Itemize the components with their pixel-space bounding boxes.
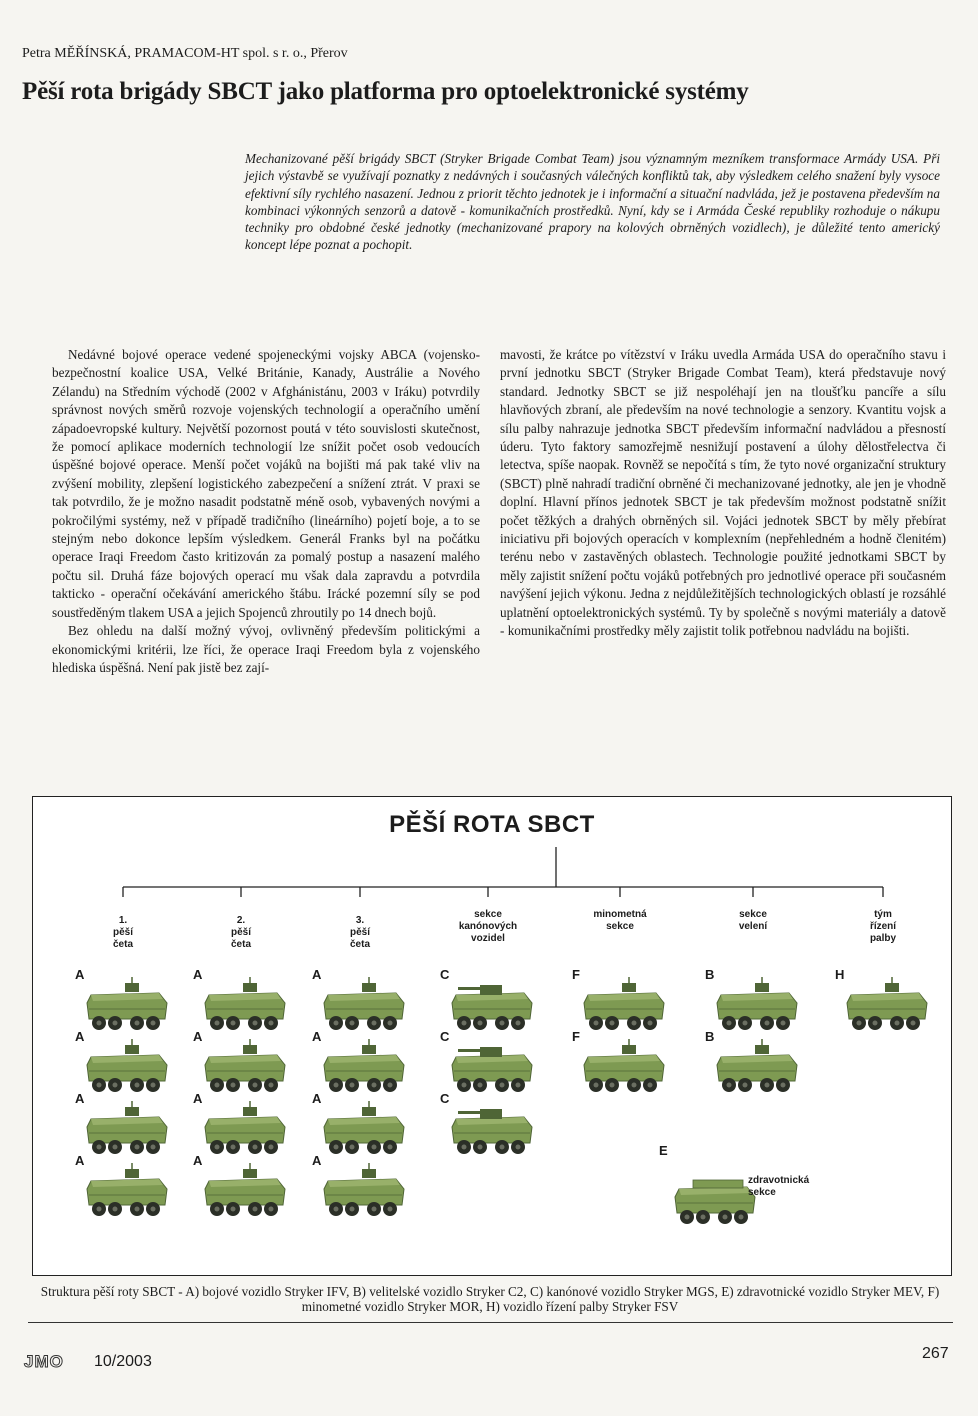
unit-label: 1. pěší četa xyxy=(112,915,133,950)
stryker-vehicle-icon xyxy=(582,973,666,1035)
vehicle-type-letter: E xyxy=(659,1143,668,1158)
vehicle-type-letter: A xyxy=(75,1029,85,1044)
vehicle-type-letter: A xyxy=(75,1091,85,1106)
journal-logo: JMO xyxy=(24,1352,64,1371)
vehicle-type-letter: A xyxy=(193,1153,203,1168)
article-title: Pěší rota brigády SBCT jako platforma pro optoelektronické systémy xyxy=(22,78,749,105)
stryker-vehicle-icon xyxy=(322,1097,406,1159)
vehicle-type-letter: A xyxy=(312,1153,322,1168)
vehicle-type-letter: B xyxy=(705,1029,715,1044)
issue-number: 10/2003 xyxy=(94,1353,152,1370)
unit-label: tým řízení palby xyxy=(869,909,897,944)
org-chart-figure xyxy=(32,796,952,1276)
vehicle-type-letter: A xyxy=(75,1153,85,1168)
figure-caption: Struktura pěší roty SBCT - A) bojové vozidlo Stryker IFV, B) velitelské vozidlo Stryker C2, C) kanónové vozidlo Stryker MGS, E) zdravotnické vozidlo Stryker MEV, F) minometné vozidlo Stryker MOR, H) vozidlo řízení palby Stryker FSV xyxy=(40,1284,940,1314)
body-paragraph: Nedávné bojové operace vedené spojeneckými vojsky ABCA (vojensko-bezpečnostní koalice USA, Velké Británie, Kanady, Austrálie a Nového Zélandu) na Středním východě (2002 v Afghánistánu, 2003 v Iráku) potvrdily správnost nových směrů rozvoje vojenských technologií a operačního umění západoevropské kultury. Největší pozornost poutá v této souvislosti skutečnost, že pomocí aplikace moderních technologií lze snížit počet osob vedoucích úspěšné bojové operace. Menší počet vojáků na bojišti má pak také vliv na zvýšení mobility, zlepšení logistického zabezpečení a snížení ztrát. V praxi se tak potvrdilo, že je možno nasadit podstatně méně osob, vybavených novými a pokročilými systémy, než v případě tradičního (lineárního) pojetí boje, a to se stejným nebo dokonce lepším výsledkem. Generál Franks byl na počátku operace Iraqi Freedom často kritizován za pomalý postup a nasazení malého počtu sil. Druhá fáze bojových operací mu však dala zapravdu a potvrdila takticko - operační očekávání amerického štábu. Irácké pozemní síly se pod soustředěným tlakem USA a jejich Spojenců zhroutily po 14 dnech bojů. xyxy=(52,347,480,620)
stryker-vehicle-icon xyxy=(322,973,406,1035)
page-number: 267 xyxy=(922,1345,949,1362)
article-abstract: Mechanizované pěší brigády SBCT (Stryker Brigade Combat Team) jsou významným mezníkem transformace Armády USA. Při jejich výstavbě se využívají poznatky z nedávných i současných válečných konfliktů tak, aby výsledkem celého snažení byly vysoce efektivní síly rychlého nasazení. Jednou z priorit těchto jednotek je i informační a situační nadvláda, jež je postavena především na kombinaci výkonných senzorů a datově - komunikačních prostředků. Nyní, kdy se i Armáda České republiky rozhoduje o nákupu techniky pro obdobné české jednotky (mechanizované prapory na kolových obrněných vozidlech), je důležité tento americký koncept lépe poznat a pochopit. xyxy=(245,151,940,253)
stryker-vehicle-icon xyxy=(203,1159,287,1221)
stryker-vehicle-icon xyxy=(85,1035,169,1097)
stryker-vehicle-icon xyxy=(450,1097,534,1159)
vehicle-type-letter: A xyxy=(193,1091,203,1106)
stryker-vehicle-icon xyxy=(450,1035,534,1097)
vehicle-type-letter: A xyxy=(193,1029,203,1044)
stryker-vehicle-icon xyxy=(85,1097,169,1159)
stryker-vehicle-icon xyxy=(203,973,287,1035)
stryker-vehicle-icon xyxy=(673,1167,757,1229)
unit-label: sekce kanónových vozidel xyxy=(458,909,518,944)
stryker-vehicle-icon xyxy=(322,1159,406,1221)
stryker-vehicle-icon xyxy=(715,1035,799,1097)
vehicle-type-letter: A xyxy=(193,967,203,982)
body-column-left xyxy=(52,346,480,677)
stryker-vehicle-icon xyxy=(203,1097,287,1159)
body-paragraph: mavosti, že krátce po vítězství v Iráku uvedla Armáda USA do operačního stavu i první jednotku SBCT (Stryker Brigade Combat Team), která představuje nový standard. Jednotky SBCT se již nespoléhají jen na tloušťku pancíře a sílu hlavňových zbraní, ale především na nové technologie a senzory. Kvantitu vojsk a sílu palby nahrazuje jednotka SBCT především informační nadvládou a přesností úderu. Tyto faktory samozřejmě nesnižují postavení a úlohy dělostřelectva či letectva, spíše naopak. Rovněž se nepočítá s tím, že tyto nové organizační struktury (SBCT) plně nahradí tradiční obrněné či mechanizované jednotky, ale jen je vhodně doplní. Hlavní přínos jednotek SBCT je tak především možnost podstatně snížit počet těžkých a drahých obrněných sil. Vojáci jednotek SBCT by měly přebírat iniciativu při bojových operacích v komplexním (nepřehledném a hodně členitém) terénu nebo v zastavěných oblastech. Technologie použité jednotkami SBCT by měly zajistit snížení počtu vojáků potřebných pro jednotlivé operace při současném navýšení jejich výkonu. Jedna z nejdůležitějších technologických oblastí je rozsáhlé uplatnění optoelektronických systémů. Ty by společně s novými materiály a datově - komunikačními prostředky měly zajistit tolik potřebnou nadvládu na bojišti. xyxy=(500,347,946,639)
vehicle-type-letter: H xyxy=(835,967,845,982)
unit-label: minometná sekce xyxy=(593,909,647,932)
stryker-vehicle-icon xyxy=(845,973,929,1035)
stryker-vehicle-icon xyxy=(203,1035,287,1097)
stryker-vehicle-icon xyxy=(85,973,169,1035)
author-line: Petra MĚŘÍNSKÁ, PRAMACOM-HT spol. s r. o., Přerov xyxy=(22,46,348,61)
unit-label: 3. pěší četa xyxy=(349,915,370,950)
vehicle-type-letter: F xyxy=(572,1029,580,1044)
medical-section-label: zdravotnická sekce xyxy=(748,1175,810,1198)
vehicle-type-letter: C xyxy=(440,967,450,982)
vehicle-type-letter: A xyxy=(75,967,85,982)
unit-label: 2. pěší četa xyxy=(230,915,251,950)
stryker-vehicle-icon xyxy=(322,1035,406,1097)
stryker-vehicle-icon xyxy=(582,1035,666,1097)
body-column-right xyxy=(500,346,946,641)
vehicle-type-letter: F xyxy=(572,967,580,982)
vehicle-type-letter: A xyxy=(312,1029,322,1044)
org-chart-title: PĚŠÍ ROTA SBCT xyxy=(389,811,595,838)
vehicle-type-letter: C xyxy=(440,1091,450,1106)
vehicle-type-letter: A xyxy=(312,967,322,982)
unit-label: sekce velení xyxy=(738,909,768,932)
stryker-vehicle-icon xyxy=(450,973,534,1035)
footer-rule xyxy=(28,1322,953,1323)
vehicle-type-letter: C xyxy=(440,1029,450,1044)
body-paragraph: Bez ohledu na další možný vývoj, ovlivněný především politickými a ekonomickými kritérii, lze říci, že operace Iraqi Freedom byla z vojenského hlediska úspěšná. Není pak jistě bez zají- xyxy=(52,623,480,675)
vehicle-type-letter: B xyxy=(705,967,715,982)
vehicle-type-letter: A xyxy=(312,1091,322,1106)
stryker-vehicle-icon xyxy=(85,1159,169,1221)
stryker-vehicle-icon xyxy=(715,973,799,1035)
